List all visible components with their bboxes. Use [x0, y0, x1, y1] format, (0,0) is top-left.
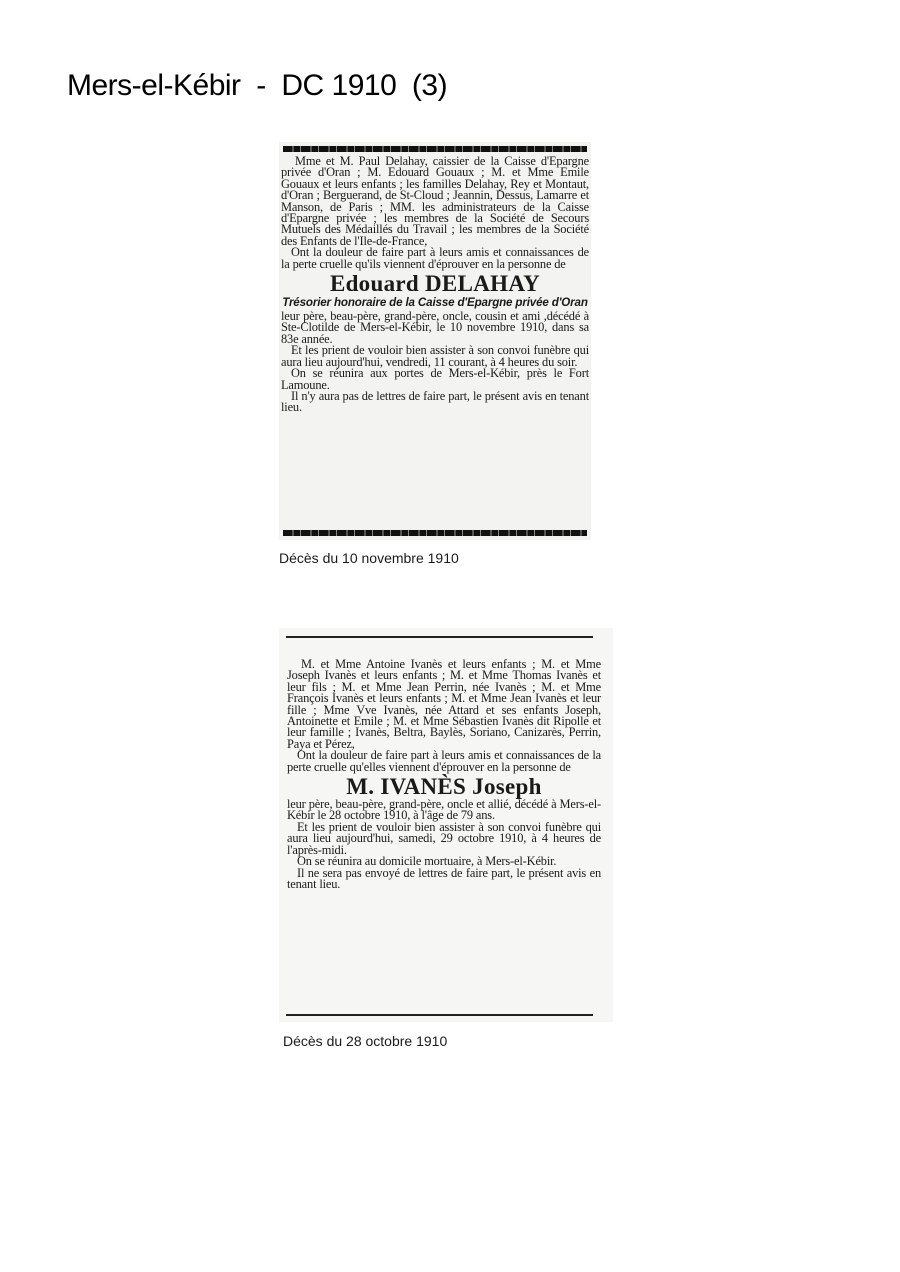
- obituary-details: leur père, beau-père, grand-père, oncle, cousin et ami ,décédé à Ste-Clotilde de Mers-el-Kébir, le 10 novembre 1910, dans sa 83e année.: [281, 309, 589, 346]
- obituary-closing: Il ne sera pas envoyé de lettres de faire part, le présent avis en tenant lieu.: [287, 865, 601, 891]
- obituary-meeting: On se réunira aux portes de Mers-el-Kébir, près le Fort Lamoune.: [281, 366, 589, 392]
- bottom-border-rule: [286, 1014, 593, 1016]
- deceased-name: Edouard DELAHAY: [329, 271, 541, 297]
- top-border-rule: [283, 146, 587, 152]
- top-border-rule: [286, 636, 593, 638]
- obituary-announcement: Ont la douleur de faire part à leurs amis et connaissances de la perte cruelle qu'elles viennent d'éprouver en la personne de: [287, 748, 601, 774]
- clipping-caption: Décès du 10 novembre 1910: [279, 550, 459, 566]
- page-title: Mers-el-Kébir - DC 1910 (3): [67, 69, 448, 102]
- obituary-family-list: M. et Mme Antoine Ivanès et leurs enfants ; M. et Mme Joseph Ivanès et leurs enfants ; M. et Mme Thomas Ivanès et leur fils ; M. et Mme Jean Perrin, née Ivanès ; M. et Mme François Ivanès et leurs enfants ; M. et Mme Jean Ivanès et leur fille ; Mme Vve Ivanès, née Attard et ses enfants Joseph, Antoinette et Emile ; M. et Mme Sébastien Ivanès dit Ripolle et leur famille ; Ivanès, Beltra, Baylès, Soriano, Canizarès, Perrin, Paya et Pérez,: [287, 657, 601, 751]
- obituary-clipping-ivanes: [279, 628, 613, 1022]
- obituary-invitation: Et les prient de vouloir bien assister à son convoi funèbre qui aura lieu aujourd'hui, samedi, 29 octobre 1910, à 4 heures de l'après-midi.: [287, 819, 601, 857]
- obituary-closing: Il n'y aura pas de lettres de faire part, le présent avis en tenant lieu.: [281, 388, 589, 415]
- clipping-caption: Décès du 28 octobre 1910: [283, 1033, 448, 1049]
- obituary-meeting: On se réunira au domicile mortuaire, à Mers-el-Kébir.: [297, 854, 557, 869]
- obituary-clipping-delahay: [279, 142, 591, 540]
- obituary-invitation: Et les prient de vouloir bien assister à son convoi funèbre qui aura lieu aujourd'hui, vendredi, 11 courant, à 4 heures du soir.: [281, 343, 589, 369]
- obituary-announcement: Ont la douleur de faire part à leurs amis et connaissances de la perte cruelle qu'ils viennent d'éprouver en la personne de: [281, 245, 589, 271]
- obituary-details: leur père, beau-père, grand-père, oncle et allié, décédé à Mers-el-Kébir le 28 octobre 1910, à l'âge de 79 ans.: [287, 797, 601, 823]
- obituary-text: [281, 156, 589, 414]
- bottom-border-rule: [283, 530, 587, 536]
- deceased-title: Trésorier honoraire de la Caisse d'Epargne privée d'Oran: [282, 296, 588, 310]
- deceased-name: M. IVANÈS Joseph: [346, 774, 542, 800]
- obituary-text: [287, 659, 601, 890]
- obituary-family-list: Mme et M. Paul Delahay, caissier de la Caisse d'Epargne privée d'Oran ; M. Edouard Gouaux ; M. et Mme Emile Gouaux et leurs enfants ; les familles Delahay, Rey et Montaut, d'Oran ; Berguerand, de St-Cloud ; Jeannin, Dessus, Lamarre et Manson, de Paris ; MM. les administrateurs de la Caisse d'Epargne privée ; les membres de la Société de Secours Mutuels des Médaillés du Travail ; les membres de la Société des Enfants de l'Ile-de-France,: [281, 154, 589, 248]
